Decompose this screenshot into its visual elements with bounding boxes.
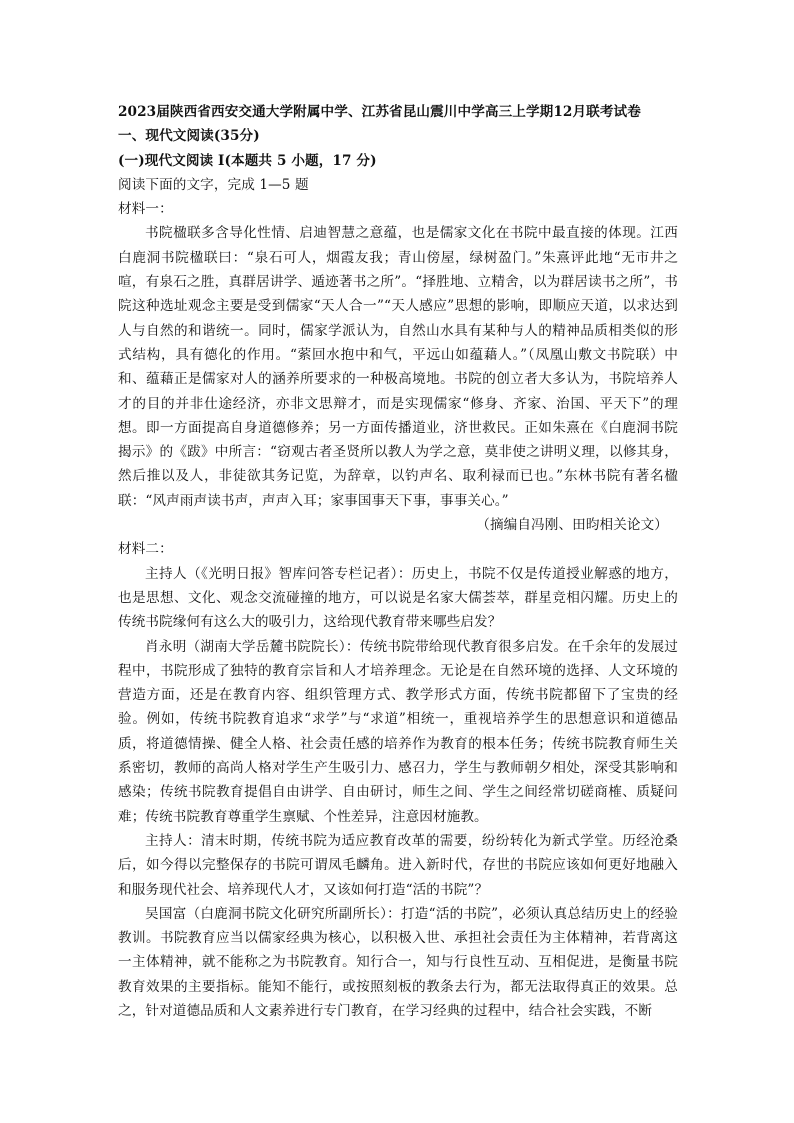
wu-answer: 吴国富（白鹿洞书院文化研究所副所长）：打造“活的书院”，必须认真总结历史上的经验教训。书院教育应当以儒家经典为核心，以积极入世、承担社会责任为主体精神，若背离这一主体精神，就不能称之为书院教育。知行合一，知与行良性互动、互相促进，是衡量书院教育效果的主要指标。能知不能行，或按照刻板的教条去行为，都无法取得真正的效果。总之，针对道德品质和人文素养进行专门教育，在学习经典的过程中，结合社会实践，不断 bbox=[118, 905, 678, 1019]
exam-title: 2023届陕西省西安交通大学附属中学、江苏省昆山震川中学高三上学期12月联考试卷 bbox=[118, 104, 641, 120]
document-body bbox=[118, 100, 678, 1023]
material1-source: （摘编自冯刚、田昀相关论文） bbox=[476, 517, 668, 534]
host-question-2: 主持人：清末时期，传统书院为适应教育改革的需要，纷纷转化为新式学堂。历经沧桑后，如今得以完整保存的书院可谓凤毛麟角。进入新时代，存世的书院应该如何更好地融入和服务现代社会、培养现代人才，又该如何打造“活的书院”？ bbox=[118, 832, 678, 898]
section-heading: 一、现代文阅读(35分) bbox=[118, 128, 260, 145]
material1-label: 材料一： bbox=[118, 201, 173, 218]
reading-instruction: 阅读下面的文字，完成 1—5 题 bbox=[118, 176, 309, 193]
xiao-answer: 肖永明（湖南大学岳麓书院院长）：传统书院带给现代教育很多启发。在千余年的发展过程中，书院形成了独特的教育宗旨和人才培养理念。无论是在自然环境的选择、人文环境的营造方面，还是在教育内容、组织管理方式、教学形式方面，传统书院都留下了宝贵的经验。例如，传统书院教育追求“求学”与“求道”相统一，重视培养学生的思想意识和道德品质，将道德情操、健全人格、社会责任感的培养作为教育的根本任务；传统书院教育师生关系密切，教师的高尚人格对学生产生吸引力、感召力，学生与教师朝夕相处，深受其影响和感染；传统书院教育提倡自由讲学、自由研讨，师生之间、学生之间经常切磋商榷、质疑问难；传统书院教育尊重学生禀赋、个性差异，注意因材施教。 bbox=[118, 638, 678, 825]
subsection-heading: (一)现代文阅读 I(本题共 5 小题，17 分) bbox=[118, 152, 377, 169]
material1-paragraph: 书院楹联多含导化性情、启迪智慧之意蕴，也是儒家文化在书院中最直接的体现。江西白鹿洞书院楹联曰：“泉石可人，烟霞友我；青山傍屋，绿树盈门。”朱熹评此地“无市井之喧，有泉石之胜，真群居讲学、遁迹著书之所”。“择胜地、立精舍，以为群居读书之所”，书院这种选址观念主要是受到儒家“天人合一”“天人感应”思想的影响，即顺应天道，以求达到人与自然的和谐统一。同时，儒家学派认为，自然山水具有某种与人的精神品质相类似的形式结构，具有德化的作用。“萦回水抱中和气，平远山如蕴藉人。”（凤凰山敷文书院联）中和、蕴藉正是儒家对人的涵养所要求的一种极高境地。书院的创立者大多认为，书院培养人才的目的并非仕途经济，亦非文思辩才，而是实现儒家“修身、齐家、治国、平天下”的理想。即一方面提高自身道德修养；另一方面传播道业，济世救民。正如朱熹在《白鹿洞书院揭示》的《跋》中所言：“窃观古者圣贤所以教人为学之意，莫非使之讲明义理，以修其身，然后推以及人，非徒欲其务记览，为辞章，以钓声名、取利禄而已也。”东林书院有著名楹联：“风声雨声读书声，声声入耳；家事国事天下事，事事关心。” bbox=[118, 225, 678, 509]
host-question-1: 主持人（《光明日报》智库问答专栏记者）：历史上，书院不仅是传道授业解惑的地方，也是思想、文化、观念交流碰撞的地方，可以说是名家大儒荟萃，群星竞相闪耀。历史上的传统书院缘何有这么大的吸引力，这给现代教育带来哪些启发？ bbox=[118, 565, 678, 631]
material2-label: 材料二： bbox=[118, 541, 173, 558]
